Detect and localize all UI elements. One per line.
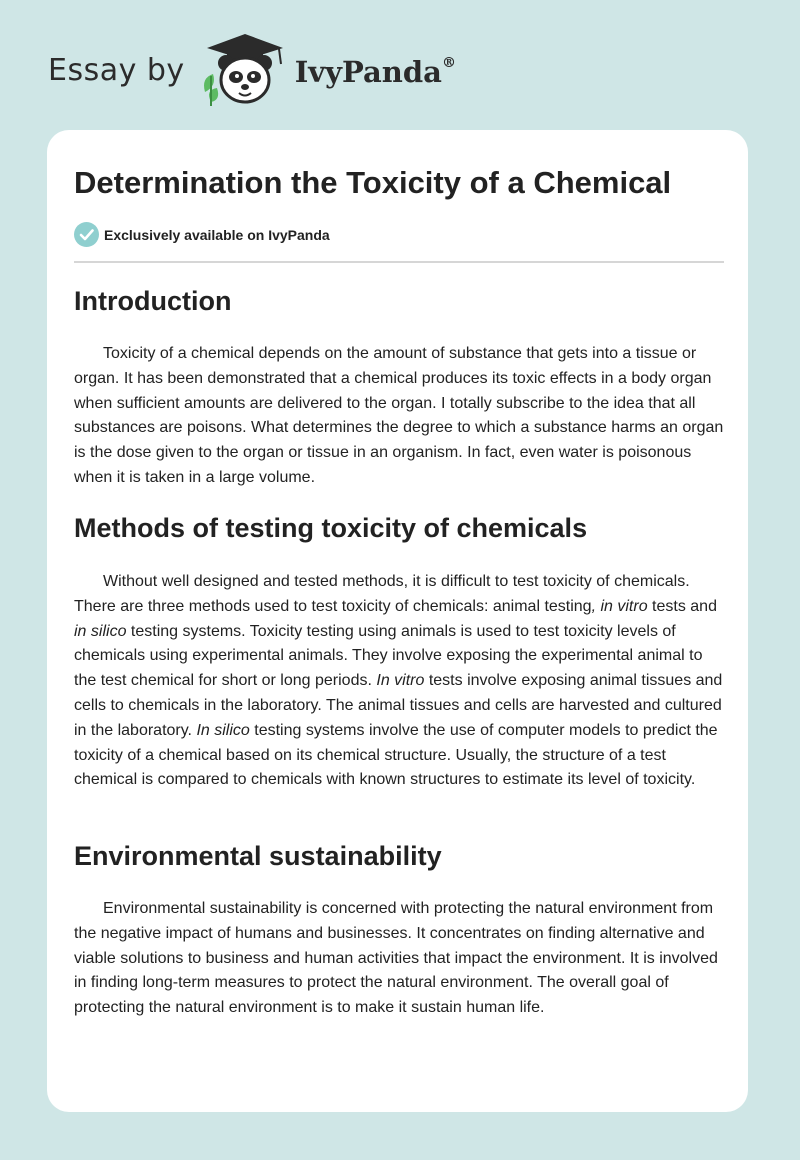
exclusive-badge: [74, 222, 330, 247]
section-paragraph: [74, 570, 724, 793]
section-heading: Methods of testing toxicity of chemicals: [74, 513, 588, 543]
title-divider: [74, 261, 724, 263]
section-methods: [74, 512, 724, 793]
panda-logo-icon[interactable]: [199, 30, 291, 110]
paragraph-italic-text: , in vitro: [591, 597, 648, 615]
badge-label: Exclusively available on IvyPanda: [104, 226, 330, 243]
brand-name[interactable]: IvyPanda®: [294, 55, 456, 89]
paragraph-text: testing systems. Toxicity testing using animals is used to test toxicity levels of chemicals using experimental animals. They involve exposing the experimental animal to the test chemical for short or long periods.: [74, 622, 703, 690]
paragraph-italic-text: in silico: [74, 622, 127, 640]
paragraph-text: tests involve exposing animal tissues and cells to chemicals in the laboratory. The animal tissues and cells are harvested and cultured in the laboratory.: [74, 672, 723, 739]
page-title: Determination the Toxicity of a Chemical: [74, 165, 672, 200]
paragraph-italic-text: In vitro: [376, 672, 425, 690]
checkmark-circle-icon: [74, 222, 99, 247]
section-paragraph: Toxicity of a chemical depends on the amount of substance that gets into a tissue or organ. It has been demonstrated that a chemical produces its toxic effects in a body organ when sufficient amounts are delivered to the organ. I totally subscribe to the idea that all substances are poisons. What determines the degree to which a substance harms an organ is the dose given to the organ or tissue in an organism. In fact, even water is poisonous when it is taken in a large volume.: [74, 345, 724, 486]
paragraph-text: tests and: [647, 597, 717, 615]
site-header: [48, 30, 456, 110]
section-heading: Environmental sustainability: [74, 841, 442, 871]
paragraph-text: Without well designed and tested methods, it is difficult to test toxicity of chemicals. There are three methods used to test toxicity of chemicals: animal testing: [74, 573, 690, 615]
section-paragraph: Environmental sustainability is concerned with protecting the natural environment from the negative impact of humans and businesses. It concentrates on finding alternative and viable solutions to business and human activities that impact the environment. It is involved in finding long-term measures to protect the natural environment. The overall goal of protecting the natural environment is to make it sustain human life.: [74, 900, 718, 1017]
section-environmental-sustainability: [74, 840, 724, 1021]
article-card: [47, 130, 748, 1112]
paragraph-italic-text: In silico: [196, 721, 250, 739]
section-heading: Introduction: [74, 286, 232, 316]
registered-mark: ®: [441, 55, 456, 72]
essay-by-label: Essay by: [48, 52, 185, 88]
paragraph-text: testing systems involve the use of computer models to predict the toxicity of a chemical based on its chemical structure. Usually, the structure of a test chemical is compared to chemicals with known structures to estimate its level of toxicity.: [74, 721, 718, 789]
section-introduction: [74, 285, 724, 491]
